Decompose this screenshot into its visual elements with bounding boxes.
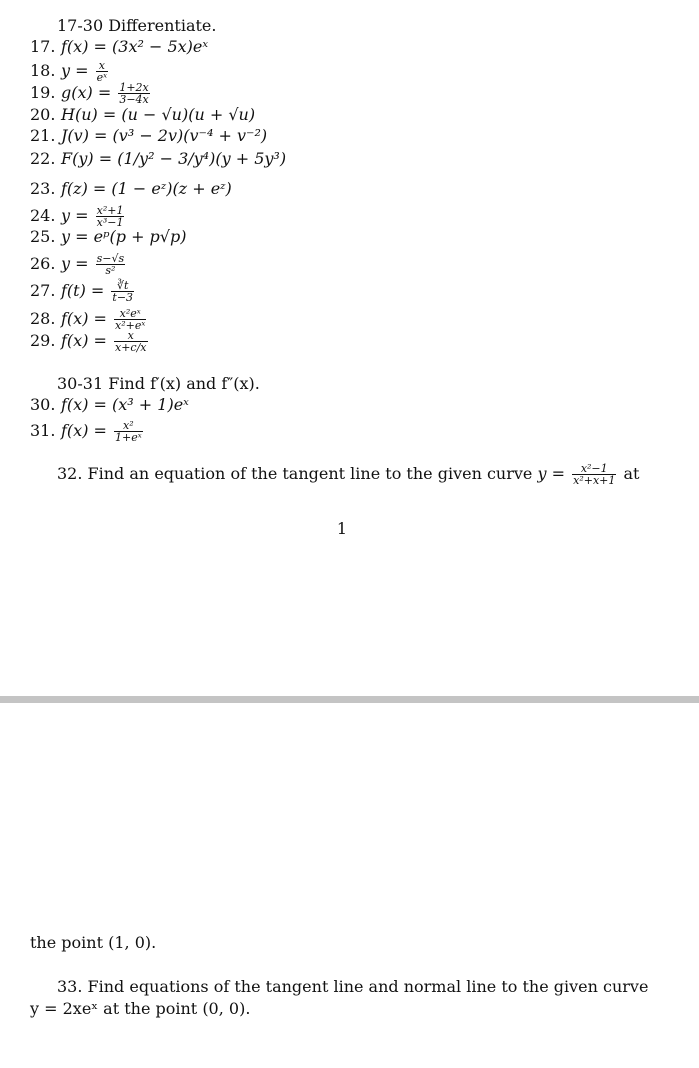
exercise-expression: (3x² − 5x)eˣ <box>112 37 209 56</box>
exercise-number: 19. <box>30 83 56 102</box>
exercise-fraction <box>114 330 148 353</box>
page-number: 1 <box>336 519 348 538</box>
fraction-numerator: x <box>96 60 108 72</box>
exercise-number: 28. <box>30 309 56 328</box>
exercise-item <box>30 205 126 228</box>
exercise-expression: (x³ + 1)eˣ <box>112 395 189 414</box>
fraction-denominator: s² <box>105 264 116 277</box>
exercise-item <box>30 60 110 83</box>
exercise-number: 29. <box>30 331 56 350</box>
exercise-number: 25. <box>30 227 56 246</box>
exercise-lhs: y = <box>61 227 89 246</box>
exercise-lhs: F(y) = <box>61 149 113 168</box>
question-32-tail: at <box>623 464 640 483</box>
exercise-lhs: H(u) = <box>61 105 117 124</box>
exercise-number: 18. <box>30 61 56 80</box>
question-32-lhs: y = <box>537 464 566 483</box>
exercise-item <box>30 179 232 199</box>
question-32-fraction <box>572 463 616 486</box>
fraction-denominator: x³−1 <box>96 216 124 229</box>
exercise-item <box>30 280 136 303</box>
fraction-numerator: s−√s <box>96 252 125 265</box>
exercise-lhs: f(x) = <box>61 309 107 328</box>
exercise-item <box>30 420 145 443</box>
exercise-item <box>30 330 150 353</box>
section-heading-derivatives: 30-31 Find f′(x) and f″(x). <box>57 374 260 393</box>
fraction-numerator: 1+2x <box>119 81 149 94</box>
fraction-denominator: 1+eˣ <box>115 431 142 444</box>
exercise-item <box>30 37 208 57</box>
exercise-fraction <box>96 205 125 228</box>
question-33-line-1: 33. Find equations of the tangent line and normal line to the given curve <box>57 977 649 996</box>
question-32 <box>57 463 657 486</box>
exercise-item <box>30 82 152 105</box>
exercise-number: 23. <box>30 179 56 198</box>
exercise-number: 21. <box>30 126 56 145</box>
exercise-number: 24. <box>30 206 56 225</box>
fraction-denominator: x+c/x <box>115 341 147 354</box>
question-32-numerator: x²−1 <box>572 463 616 475</box>
exercise-fraction <box>114 420 143 443</box>
section-heading-differentiate: 17-30 Differentiate. <box>57 16 217 35</box>
exercise-expression: (u − √u)(u + √u) <box>121 105 256 124</box>
exercise-fraction <box>118 82 149 105</box>
exercise-expression: (1/y² − 3/y⁴)(y + 5y³) <box>117 149 287 168</box>
fraction-numerator: ∛t <box>111 280 134 292</box>
exercise-item <box>30 105 255 125</box>
exercise-number: 22. <box>30 149 56 168</box>
exercise-lhs: f(z) = <box>61 179 107 198</box>
exercise-fraction <box>96 60 108 83</box>
exercise-item <box>30 395 189 415</box>
fraction-numerator: x²+1 <box>96 204 124 217</box>
question-32-denominator: x²+x+1 <box>573 474 616 487</box>
exercise-number: 31. <box>30 421 56 440</box>
exercise-number: 20. <box>30 105 56 124</box>
fraction-denominator: eˣ <box>96 71 108 84</box>
exercise-lhs: f(x) = <box>61 37 107 56</box>
exercise-number: 26. <box>30 254 56 273</box>
exercise-expression: (1 − eᶻ)(z + eᶻ) <box>111 179 232 198</box>
exercise-lhs: y = <box>61 254 89 273</box>
exercise-number: 17. <box>30 37 56 56</box>
exercise-item <box>30 308 148 331</box>
fraction-numerator: x² <box>114 420 143 432</box>
question-33-line-2: y = 2xeˣ at the point (0, 0). <box>30 999 251 1018</box>
exercise-fraction <box>111 280 134 303</box>
exercise-number: 30. <box>30 395 56 414</box>
fraction-denominator: 3−4x <box>119 93 149 106</box>
exercise-item <box>30 227 186 247</box>
page-2 <box>0 703 699 1068</box>
exercise-expression: eᵖ(p + p√p) <box>93 227 187 246</box>
exercise-item <box>30 253 127 276</box>
fraction-denominator: x²+eˣ <box>115 319 146 332</box>
exercise-lhs: f(x) = <box>61 421 107 440</box>
exercise-number: 27. <box>30 281 56 300</box>
exercise-lhs: y = <box>61 61 89 80</box>
exercise-lhs: f(x) = <box>61 331 107 350</box>
question-32-continuation: the point (1, 0). <box>30 933 157 952</box>
exercise-fraction <box>114 308 146 331</box>
exercise-item <box>30 149 286 169</box>
exercise-lhs: f(t) = <box>61 281 105 300</box>
exercise-lhs: J(v) = <box>61 126 108 145</box>
exercise-fraction <box>96 253 126 276</box>
fraction-numerator: x <box>114 330 148 342</box>
exercise-lhs: g(x) = <box>61 83 112 102</box>
page-separator <box>0 696 699 703</box>
exercise-lhs: f(x) = <box>61 395 107 414</box>
question-32-text: 32. Find an equation of the tangent line to the given curve <box>57 464 533 483</box>
fraction-numerator: x²eˣ <box>114 308 146 320</box>
exercise-expression: (v³ − 2v)(v⁻⁴ + v⁻²) <box>112 126 268 145</box>
exercise-item <box>30 126 267 146</box>
fraction-denominator: t−3 <box>112 291 134 304</box>
exercise-lhs: y = <box>61 206 89 225</box>
